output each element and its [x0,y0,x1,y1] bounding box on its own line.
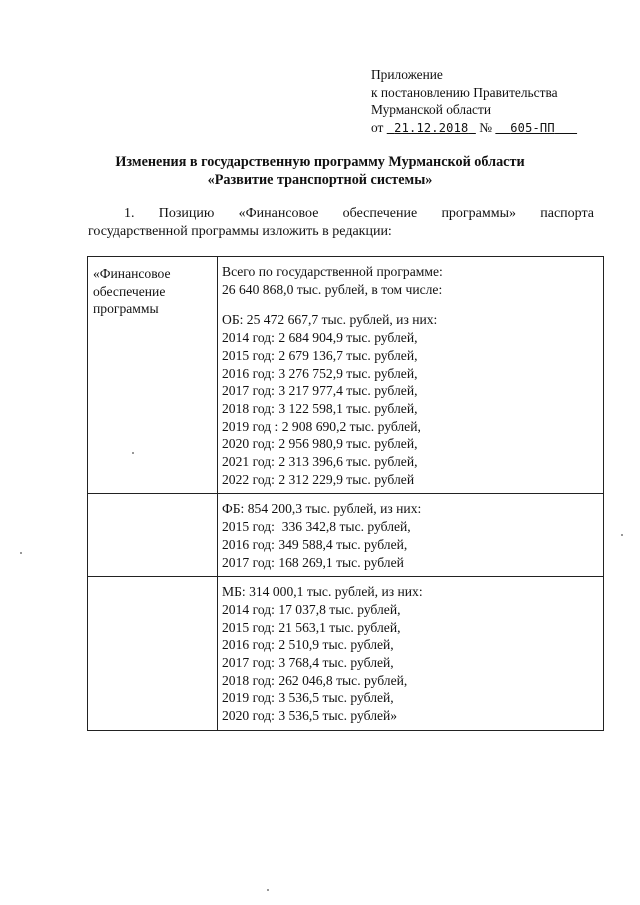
fb-funding-cell [218,494,604,577]
appendix-number: 605-ПП [510,120,555,135]
fb-line: 2015 год: 336 342,8 тыс. рублей, [222,519,411,535]
appendix-date: 21.12.2018 [394,120,469,135]
ob-funding-cell [218,257,604,494]
empty-label-cell [88,577,218,731]
ob-line: ОБ: 25 472 667,7 тыс. рублей, из них: [222,312,438,328]
empty-label-cell [88,494,218,577]
fb-line: 2017 год: 168 269,1 тыс. рублей [222,554,404,570]
appendix-region: Мурманской области [371,102,491,117]
appendix-date-prefix: от [371,119,384,135]
ob-line: 2015 год: 2 679 136,7 тыс. рублей, [222,347,418,363]
mb-line: 2020 год: 3 536,5 тыс. рублей» [222,708,398,724]
mb-line: МБ: 314 000,1 тыс. рублей, из них: [222,584,423,600]
position-label-cell [88,257,218,494]
ob-line: 2017 год: 3 217 977,4 тыс. рублей, [222,383,418,399]
fb-line: 2016 год: 349 588,4 тыс. рублей, [222,536,408,552]
document-title [60,153,580,189]
ob-line: 2014 год: 2 684 904,9 тыс. рублей, [222,330,418,346]
mb-line: 2017 год: 3 768,4 тыс. рублей, [222,655,394,671]
appendix-reference: к постановлению Правительства [371,84,558,100]
mb-line: 2019 год: 3 536,5 тыс. рублей, [222,690,394,706]
paragraph-line-2: государственной программы изложить в редакции: [88,224,392,239]
appendix-date-line [371,119,631,138]
total-line: 26 640 868,0 тыс. рублей, в том числе: [222,281,443,297]
ob-line: 2021 год: 2 313 396,6 тыс. рублей, [222,454,418,470]
ob-line: 2019 год : 2 908 690,2 тыс. рублей, [222,418,421,434]
table-row-ob [88,257,604,494]
appendix-number-sign: № [479,119,492,135]
title-line-2: «Развитие транспортной системы» [207,172,433,188]
mb-line: 2014 год: 17 037,8 тыс. рублей, [222,601,401,617]
scan-speck [267,889,269,891]
paragraph-line-1: 1. Позицию «Финансовое обеспечение программы» паспорта [124,206,594,221]
ob-line: 2020 год: 2 956 980,9 тыс. рублей, [222,436,418,452]
appendix-block [371,66,631,137]
appendix-title: Приложение [371,67,443,82]
position-label-line: обеспечение [93,283,166,299]
ob-line: 2018 год: 3 122 598,1 тыс. рублей, [222,400,418,416]
total-line: Всего по государственной программе: [222,264,443,279]
position-label-line: программы [93,301,159,317]
fb-line: ФБ: 854 200,3 тыс. рублей, из них: [222,501,422,517]
ob-line: 2016 год: 3 276 752,9 тыс. рублей, [222,365,418,381]
mb-line: 2018 год: 262 046,8 тыс. рублей, [222,672,408,688]
title-line-1: Изменения в государственную программу Мурманской области [115,154,525,170]
scan-speck [621,534,623,536]
position-label-line: «Финансовое [93,266,171,281]
mb-line: 2015 год: 21 563,1 тыс. рублей, [222,619,401,635]
mb-line: 2016 год: 2 510,9 тыс. рублей, [222,637,394,653]
scan-speck [20,552,22,554]
table-row-mb [88,577,604,731]
financing-table [87,256,604,731]
scan-speck [132,452,134,454]
mb-funding-cell [218,577,604,731]
table-row-fb [88,494,604,577]
instruction-paragraph [88,205,594,241]
ob-line: 2022 год: 2 312 229,9 тыс. рублей [222,471,415,487]
